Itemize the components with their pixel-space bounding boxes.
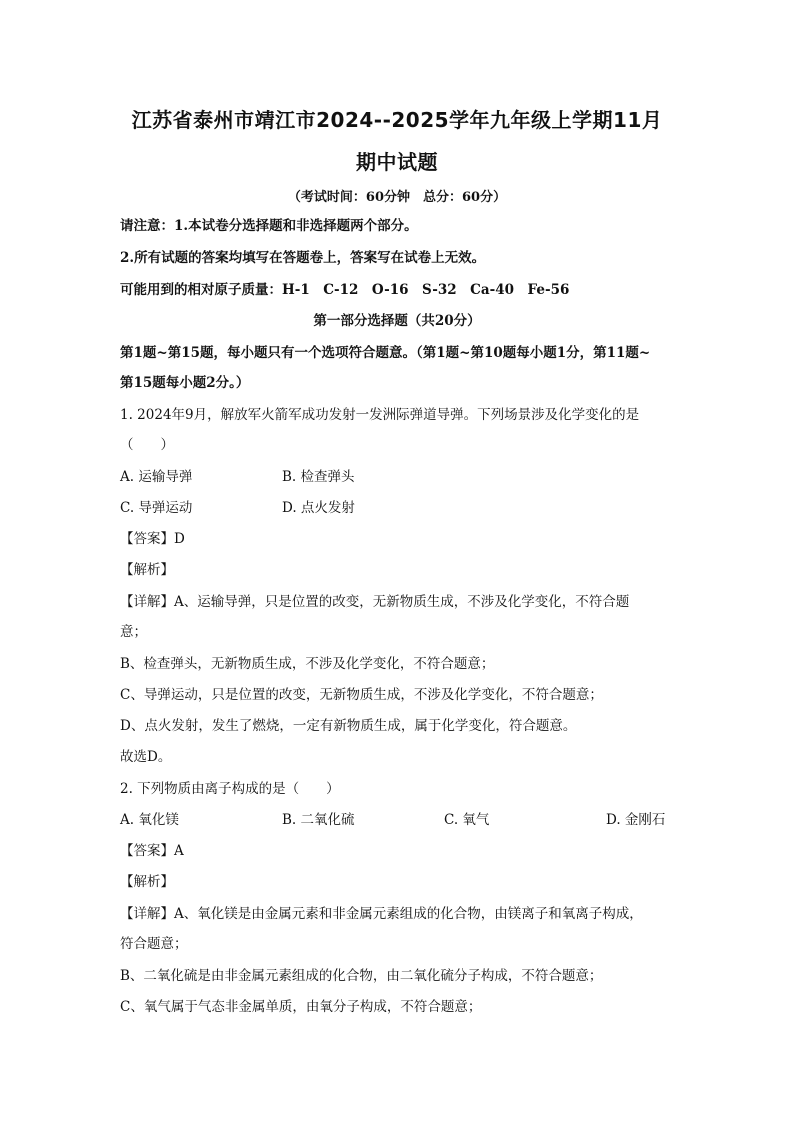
q2-option-b: B. 二氧化硫	[282, 812, 355, 828]
q2-detail-1: 【详解】A、氧化镁是由金属元素和非金属元素组成的化合物，由镁离子和氧离子构成，	[120, 906, 643, 922]
part1-instructions-2: 第15题每小题2分。）	[120, 375, 250, 391]
q1-detail-b: B、检查弹头，无新物质生成，不涉及化学变化，不符合题意；	[120, 656, 495, 672]
notice-1: 请注意：1.本试卷分选择题和非选择题两个部分。	[120, 218, 418, 234]
q1-analysis: 【解析】	[120, 562, 174, 578]
part1-instructions-1: 第1题~第15题，每小题只有一个选项符合题意。（第1题~第10题每小题1分，第11题~	[120, 345, 651, 361]
q1-option-a: A. 运输导弹	[120, 469, 193, 485]
q1-detail-1: 【详解】A、运输导弹，只是位置的改变，无新物质生成，不涉及化学变化，不符合题	[120, 594, 630, 610]
q1-detail-2: 意；	[120, 624, 147, 640]
q2-analysis: 【解析】	[120, 874, 174, 890]
part1-heading: 第一部分选择题（共20分）	[313, 313, 481, 329]
q1-conclusion: 故选D。	[120, 749, 172, 765]
title-line-1: 江苏省泰州市靖江市2024--2025学年九年级上学期11月	[131, 108, 663, 132]
q1-stem-2: （ ）	[120, 437, 174, 453]
q2-detail-b: B、二氧化硫是由非金属元素组成的化合物，由二氧化硫分子构成，不符合题意；	[120, 968, 603, 984]
q1-detail-d: D、点火发射，发生了燃烧，一定有新物质生成，属于化学变化，符合题意。	[120, 718, 577, 734]
q2-option-a: A. 氧化镁	[120, 812, 179, 828]
q2-stem: 2. 下列物质由离子构成的是（ ）	[120, 781, 340, 797]
title-line-2: 期中试题	[356, 150, 438, 174]
atomic-masses: 可能用到的相对原子质量：H-1 C-12 O-16 S-32 Ca-40 Fe-56	[120, 282, 570, 298]
q2-answer: 【答案】A	[120, 843, 184, 859]
q1-stem-1: 1. 2024年9月，解放军火箭军成功发射一发洲际弹道导弹。下列场景涉及化学变化的是	[120, 407, 640, 423]
q1-detail-c: C、导弹运动，只是位置的改变，无新物质生成，不涉及化学变化，不符合题意；	[120, 687, 603, 703]
q2-option-d: D. 金刚石	[606, 812, 666, 828]
notice-2: 2.所有试题的答案均填写在答题卷上，答案写在试卷上无效。	[120, 250, 486, 266]
q1-option-c: C. 导弹运动	[120, 500, 193, 516]
q2-detail-2: 符合题意；	[120, 936, 188, 952]
exam-info: （考试时间：60分钟 总分：60分）	[287, 190, 507, 205]
q1-option-d: D. 点火发射	[282, 500, 355, 516]
q2-option-c: C. 氧气	[444, 812, 490, 828]
q1-answer: 【答案】D	[120, 531, 185, 547]
q1-option-b: B. 检查弹头	[282, 469, 355, 485]
q2-detail-c: C、氧气属于气态非金属单质，由氧分子构成，不符合题意；	[120, 999, 482, 1015]
